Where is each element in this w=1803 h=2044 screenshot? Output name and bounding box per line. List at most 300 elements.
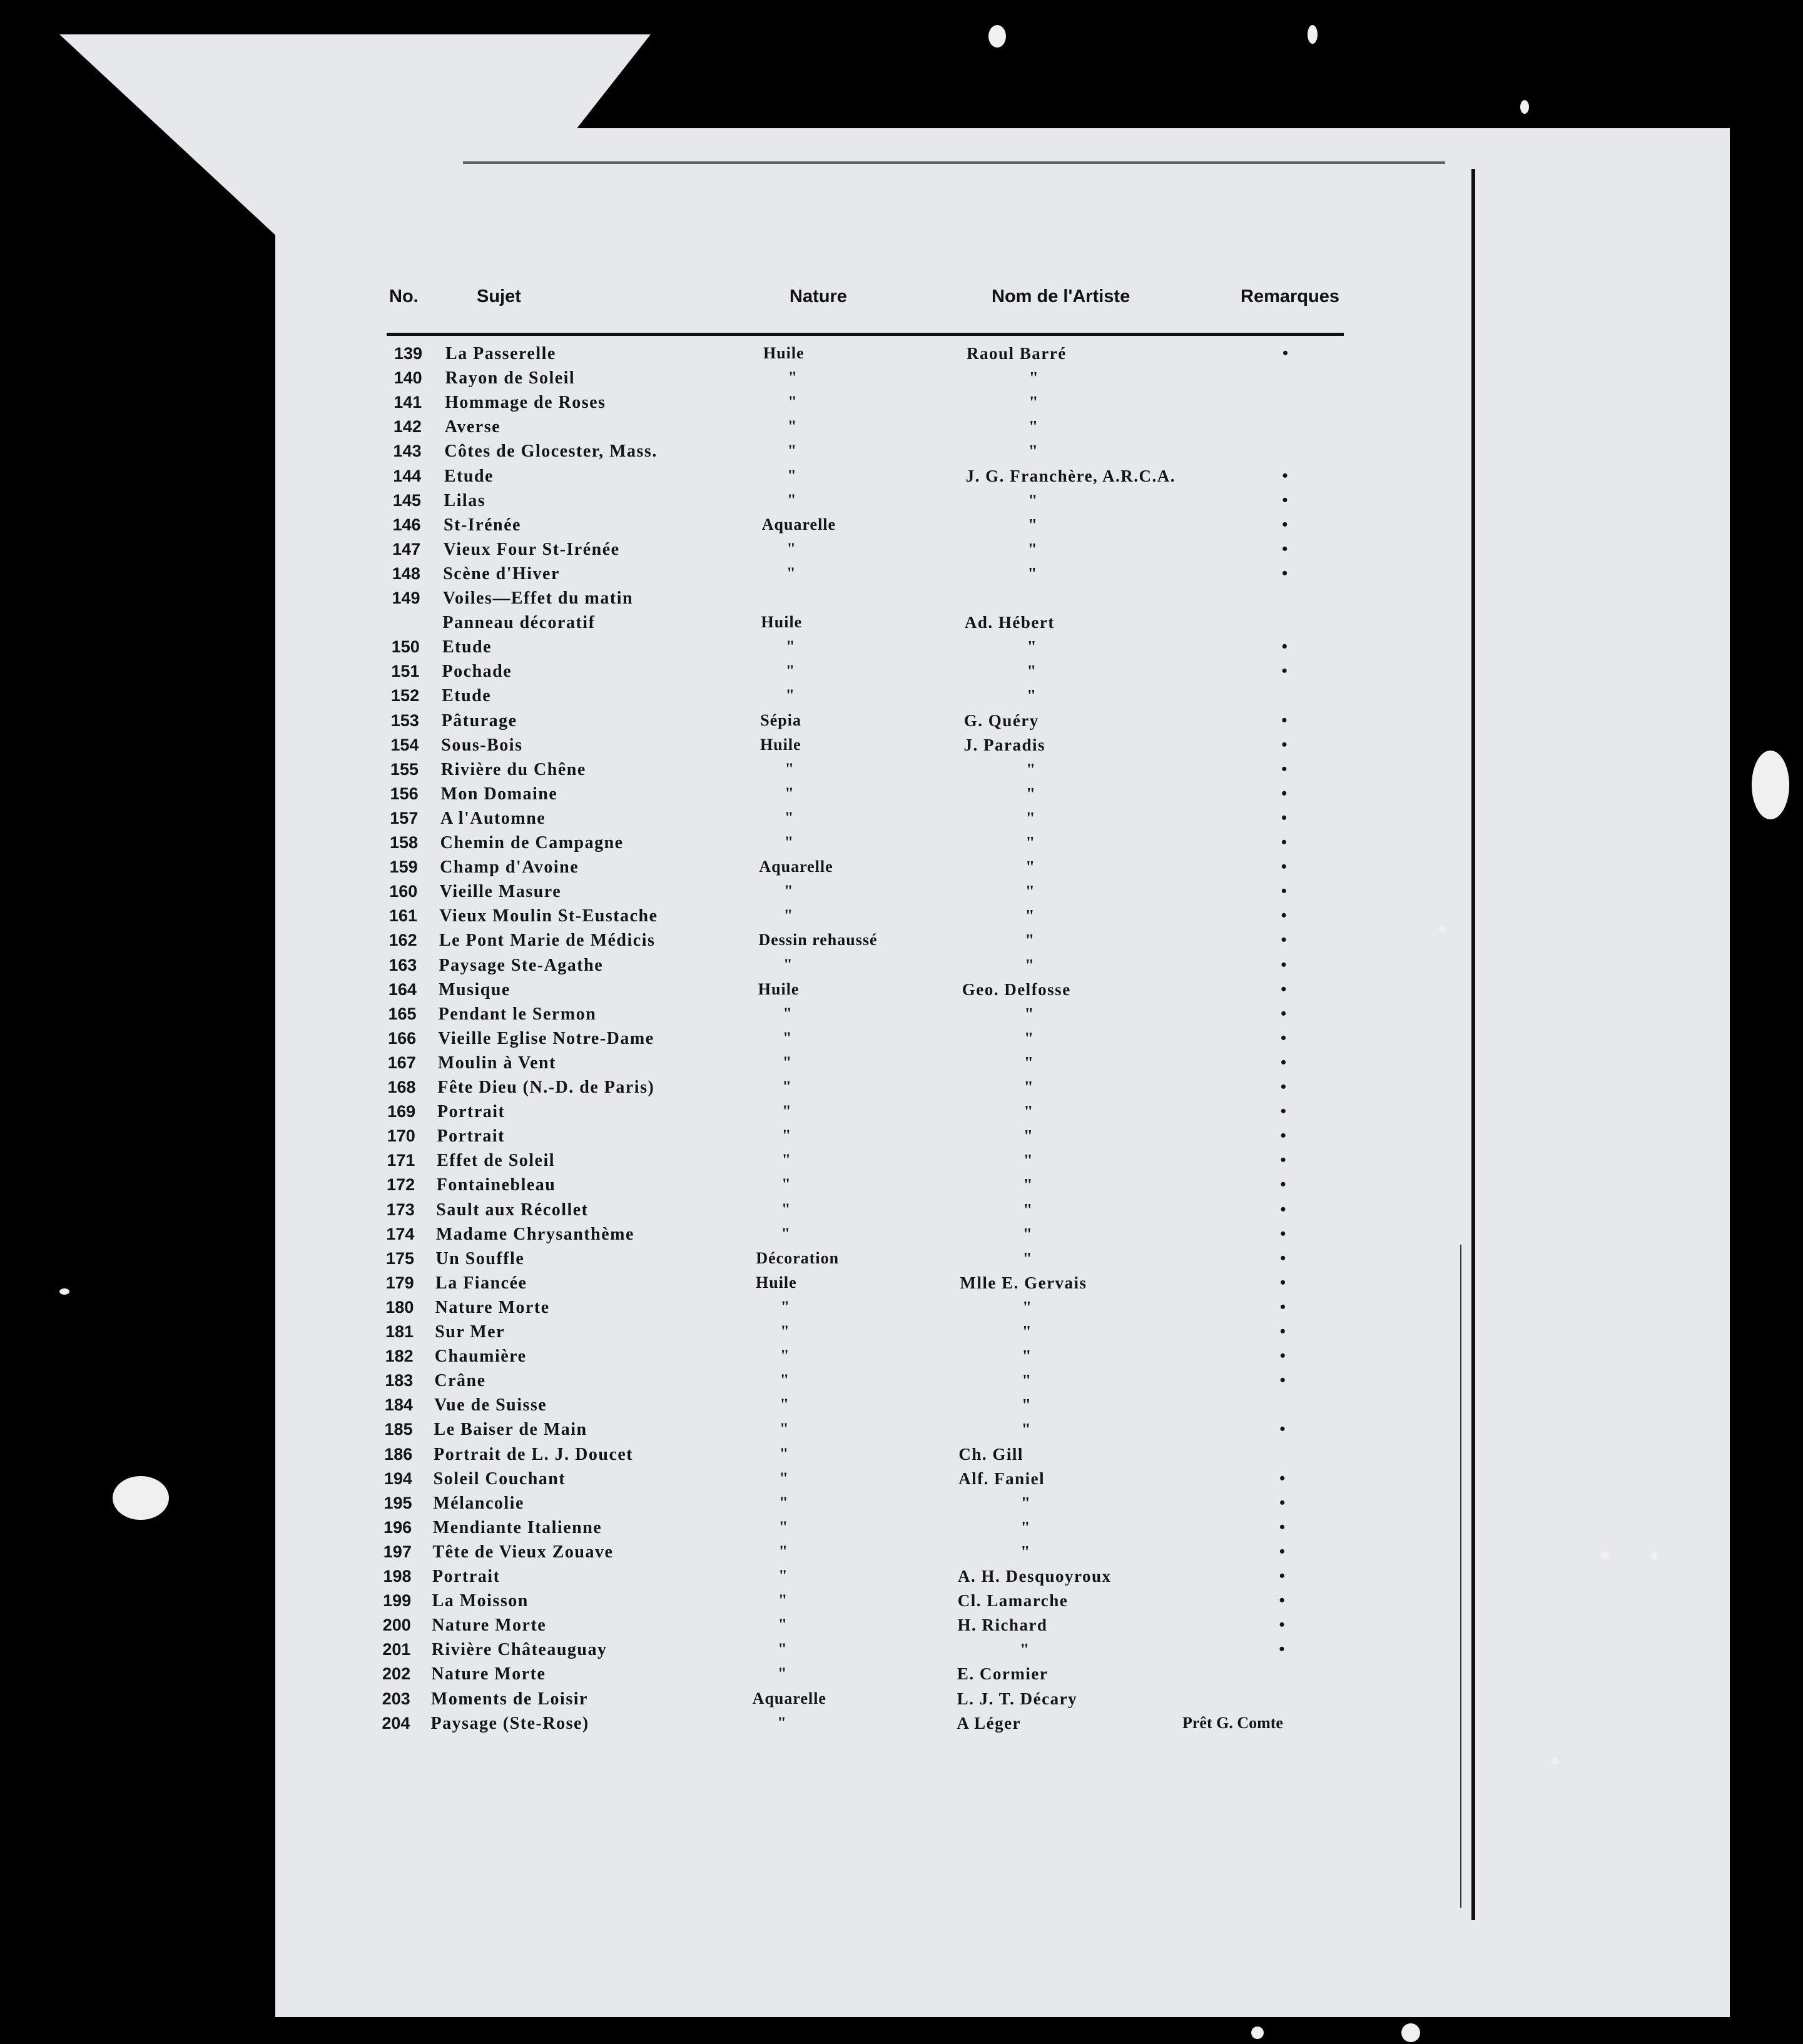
row-nature: "	[777, 1664, 788, 1683]
row-remarque: •	[1280, 1151, 1286, 1170]
table-row	[0, 1469, 1803, 1492]
header-no: No.	[389, 286, 419, 306]
table-row	[0, 1542, 1803, 1565]
scan-speck	[1251, 2026, 1264, 2039]
row-artiste: "	[1028, 368, 1040, 388]
table-row	[0, 1298, 1803, 1320]
row-number: 186	[384, 1444, 413, 1464]
row-sujet: Etude	[444, 466, 494, 486]
row-remarque: •	[1281, 759, 1287, 778]
row-nature: "	[779, 1469, 789, 1487]
row-sujet: Nature Morte	[432, 1616, 547, 1636]
row-nature: "	[783, 1004, 793, 1023]
table-row	[0, 1420, 1803, 1442]
row-sujet: St-Irénée	[444, 515, 521, 535]
row-number: 195	[383, 1493, 412, 1512]
row-artiste: "	[1026, 759, 1037, 779]
row-nature: "	[780, 1347, 790, 1365]
row-number: 141	[394, 393, 422, 412]
row-artiste: "	[1028, 442, 1039, 461]
row-sujet: Soleil Couchant	[433, 1469, 566, 1489]
row-artiste: "	[1022, 1248, 1034, 1268]
row-number: 154	[390, 735, 419, 754]
row-remarque: •	[1279, 1322, 1286, 1340]
row-sujet: Portrait	[437, 1126, 505, 1146]
row-remarque: •	[1281, 931, 1287, 949]
row-remarque: •	[1281, 711, 1287, 729]
row-number: 160	[389, 882, 418, 901]
row-number: 181	[385, 1322, 414, 1341]
row-remarque: •	[1280, 1053, 1287, 1071]
row-sujet: Moulin à Vent	[437, 1053, 556, 1073]
row-sujet: Chaumière	[434, 1347, 527, 1367]
row-number: 164	[388, 979, 417, 999]
row-artiste: "	[1023, 1126, 1034, 1146]
row-artiste: "	[1025, 784, 1037, 803]
row-artiste: "	[1022, 1297, 1033, 1317]
row-number: 180	[385, 1297, 414, 1317]
row-sujet: Portrait	[437, 1102, 505, 1122]
row-number: 204	[382, 1713, 410, 1733]
row-nature: "	[780, 1420, 790, 1439]
row-number: 140	[394, 368, 422, 388]
row-sujet: Etude	[442, 686, 492, 706]
row-number: 167	[387, 1053, 416, 1072]
table-row	[0, 1591, 1803, 1614]
table-row	[0, 368, 1803, 391]
row-remarque: •	[1279, 1616, 1285, 1634]
row-remarque: •	[1280, 1224, 1286, 1243]
table-row	[0, 1395, 1803, 1418]
row-nature: Huile	[758, 979, 800, 998]
scan-speck	[1752, 751, 1789, 819]
row-sujet: Paysage Ste-Agathe	[439, 955, 604, 975]
scan-speck	[1652, 1551, 1658, 1560]
row-sujet: Sous-Bois	[441, 735, 523, 755]
row-nature: "	[780, 1322, 790, 1340]
row-sujet: Musique	[439, 979, 510, 999]
row-remarque: Prêt G. Comte	[1182, 1713, 1283, 1732]
table-row	[0, 613, 1803, 635]
row-nature: "	[784, 833, 795, 851]
table-row	[0, 1616, 1803, 1638]
row-remarque: •	[1281, 979, 1287, 998]
row-sujet: Nature Morte	[431, 1664, 546, 1684]
row-remarque: •	[1280, 1078, 1286, 1096]
table-row	[0, 1053, 1803, 1076]
row-number: 155	[390, 759, 419, 779]
row-remarque: •	[1282, 344, 1289, 362]
header-nature: Nature	[790, 286, 847, 306]
row-number: 198	[383, 1567, 412, 1586]
row-nature: "	[788, 368, 798, 387]
row-artiste: J. G. Franchère, A.R.C.A.	[965, 466, 1176, 485]
row-nature: "	[783, 955, 793, 974]
row-sujet: Chemin de Campagne	[440, 833, 624, 853]
row-sujet: La Moisson	[432, 1591, 529, 1611]
row-nature: "	[783, 906, 794, 925]
row-number: 162	[389, 931, 417, 950]
row-nature: "	[782, 1053, 793, 1071]
row-nature: "	[783, 1028, 793, 1047]
row-artiste: "	[1025, 882, 1036, 901]
row-artiste: Cl. Lamarche	[957, 1591, 1069, 1611]
table-row	[0, 1151, 1803, 1173]
header-sujet: Sujet	[477, 286, 521, 306]
row-number: 166	[388, 1028, 417, 1048]
table-row	[0, 1175, 1803, 1198]
row-number: 202	[382, 1664, 411, 1684]
row-artiste: "	[1028, 393, 1039, 412]
row-sujet: Vieille Masure	[439, 882, 562, 902]
row-nature: "	[781, 1126, 792, 1145]
row-remarque: •	[1281, 808, 1287, 827]
row-number: 151	[391, 662, 420, 681]
row-artiste: A Léger	[957, 1713, 1022, 1733]
row-remarque: •	[1280, 1126, 1286, 1145]
row-sujet: Pâturage	[441, 711, 517, 731]
row-sujet: Nature Morte	[435, 1297, 550, 1317]
table-row	[0, 956, 1803, 978]
header-remarques: Remarques	[1241, 286, 1339, 306]
row-nature: "	[784, 882, 794, 901]
row-artiste: "	[1027, 564, 1038, 583]
row-number: 158	[389, 833, 418, 852]
row-number: 185	[384, 1420, 413, 1439]
row-nature: Aquarelle	[752, 1689, 826, 1708]
row-sujet: Un Souffle	[435, 1248, 525, 1268]
row-remarque: •	[1281, 637, 1287, 656]
row-nature: "	[781, 1151, 792, 1170]
row-artiste: "	[1025, 833, 1036, 852]
row-nature: "	[780, 1371, 790, 1390]
row-remarque: •	[1281, 955, 1287, 974]
row-sujet: Sault aux Récollet	[436, 1200, 589, 1220]
row-remarque: •	[1281, 906, 1287, 925]
row-nature: "	[785, 808, 795, 827]
row-sujet: Averse	[444, 417, 501, 437]
row-sujet: Effet de Soleil	[437, 1151, 556, 1171]
row-nature: Huile	[763, 344, 805, 362]
row-remarque: •	[1281, 882, 1287, 901]
row-artiste: "	[1020, 1640, 1030, 1659]
row-nature: "	[785, 662, 796, 680]
table-row	[0, 515, 1803, 538]
row-sujet: Fête Dieu (N.-D. de Paris)	[437, 1078, 655, 1097]
row-sujet: Rivière du Chêne	[440, 759, 586, 779]
row-nature: "	[786, 637, 796, 656]
row-sujet: Etude	[442, 637, 492, 657]
row-sujet: Vieux Four St-Irénée	[443, 539, 620, 559]
row-number: 179	[385, 1273, 414, 1292]
row-nature: Huile	[756, 1273, 797, 1292]
row-number: 145	[392, 490, 421, 510]
row-number: 175	[385, 1248, 415, 1268]
row-sujet: Voiles—Effet du matin	[442, 589, 634, 608]
row-nature: "	[778, 1640, 788, 1659]
row-number: 173	[386, 1200, 415, 1219]
row-remarque: •	[1279, 1517, 1286, 1536]
row-sujet: Hommage de Roses	[445, 393, 606, 413]
row-number: 197	[383, 1542, 412, 1561]
row-artiste: "	[1022, 1347, 1033, 1366]
table-row	[0, 1126, 1803, 1149]
row-remarque: •	[1282, 466, 1288, 485]
row-nature: Aquarelle	[759, 858, 833, 876]
row-nature: Décoration	[756, 1248, 840, 1267]
row-artiste: "	[1027, 686, 1037, 706]
row-artiste: "	[1024, 1028, 1035, 1048]
row-artiste: L. J. T. Décary	[957, 1689, 1078, 1708]
row-nature: "	[787, 442, 798, 460]
row-number: 168	[387, 1078, 416, 1096]
table-row	[0, 1664, 1803, 1687]
row-nature: "	[786, 539, 796, 558]
row-number: 169	[387, 1102, 416, 1121]
row-nature: "	[777, 1713, 787, 1732]
row-number: 150	[391, 637, 420, 657]
row-artiste: "	[1021, 1420, 1032, 1439]
table-row	[0, 662, 1803, 684]
table-row	[0, 1200, 1803, 1223]
header-artiste: Nom de l'Artiste	[992, 286, 1130, 306]
row-number: 149	[392, 589, 420, 607]
row-artiste: "	[1024, 1004, 1035, 1023]
row-number: 139	[394, 344, 422, 363]
row-artiste: "	[1023, 1078, 1035, 1096]
row-number: 163	[389, 955, 417, 974]
row-nature: "	[785, 784, 795, 802]
row-number: 203	[382, 1689, 410, 1708]
table-row	[0, 931, 1803, 953]
row-sujet: Portrait de L. J. Doucet	[434, 1444, 634, 1464]
row-artiste: "	[1028, 515, 1039, 534]
table-row	[0, 344, 1803, 367]
row-nature: Huile	[761, 613, 803, 632]
table-row	[0, 1004, 1803, 1027]
row-remarque: •	[1279, 1469, 1286, 1487]
table-row	[0, 442, 1803, 464]
table-row	[0, 637, 1803, 660]
row-remarque: •	[1280, 1102, 1286, 1121]
table-row	[0, 784, 1803, 807]
table-row	[0, 1567, 1803, 1589]
table-row	[0, 1689, 1803, 1712]
row-nature: "	[782, 1102, 792, 1121]
row-artiste: "	[1028, 490, 1039, 510]
scan-speck	[988, 25, 1006, 48]
row-sujet: La Passerelle	[445, 344, 556, 363]
row-artiste: "	[1022, 1371, 1032, 1390]
table-row	[0, 833, 1803, 856]
row-sujet: Scène d'Hiver	[443, 564, 560, 584]
row-remarque: •	[1282, 515, 1288, 534]
row-nature: Aquarelle	[761, 515, 836, 534]
row-remarque: •	[1279, 1297, 1286, 1316]
scan-speck	[59, 1288, 69, 1295]
row-remarque: •	[1279, 1371, 1286, 1390]
table-row	[0, 882, 1803, 904]
row-number: 199	[383, 1591, 412, 1611]
table-row	[0, 1029, 1803, 1051]
table-row	[0, 540, 1803, 562]
row-sujet: Fontainebleau	[436, 1175, 556, 1195]
row-nature: "	[782, 1078, 792, 1096]
table-row	[0, 1249, 1803, 1272]
row-remarque: •	[1279, 1493, 1286, 1512]
row-number: 172	[387, 1175, 415, 1195]
row-nature: "	[779, 1493, 789, 1512]
row-nature: "	[778, 1616, 788, 1634]
row-sujet: Paysage (Ste-Rose)	[430, 1713, 589, 1733]
row-artiste: "	[1025, 858, 1036, 877]
table-row	[0, 467, 1803, 489]
row-nature: "	[780, 1297, 791, 1316]
row-number: 152	[391, 686, 420, 706]
row-remarque: •	[1281, 833, 1287, 851]
row-sujet: Le Baiser de Main	[434, 1420, 587, 1440]
scan-speck	[1308, 25, 1318, 44]
row-artiste: "	[1020, 1542, 1031, 1561]
row-artiste: Ad. Hébert	[964, 613, 1055, 632]
row-remarque: •	[1280, 1248, 1286, 1267]
row-number: 182	[385, 1347, 414, 1366]
row-nature: "	[780, 1395, 790, 1414]
table-row	[0, 1445, 1803, 1467]
row-remarque: •	[1279, 1420, 1286, 1439]
row-artiste: "	[1022, 1224, 1034, 1243]
row-nature: "	[778, 1567, 788, 1585]
row-number: 153	[390, 711, 419, 730]
row-remarque: •	[1281, 1028, 1287, 1047]
row-artiste: "	[1025, 931, 1035, 950]
row-number: 194	[383, 1469, 412, 1488]
table-row	[0, 1225, 1803, 1247]
row-artiste: "	[1021, 1395, 1032, 1415]
row-number: 171	[387, 1151, 415, 1170]
table-row	[0, 906, 1803, 929]
table-row	[0, 760, 1803, 782]
row-sujet: Vue de Suisse	[434, 1395, 547, 1415]
row-sujet: Pochade	[442, 662, 512, 682]
row-nature: "	[778, 1591, 788, 1610]
table-row	[0, 736, 1803, 758]
table-row	[0, 711, 1803, 734]
row-sujet: Mon Domaine	[440, 784, 558, 804]
table-row	[0, 1518, 1803, 1541]
row-sujet: Rivière Châteauguay	[431, 1640, 607, 1660]
row-remarque: •	[1279, 1591, 1285, 1610]
row-artiste: "	[1025, 906, 1036, 926]
row-number: 200	[382, 1616, 411, 1635]
table-row	[0, 589, 1803, 611]
row-artiste: "	[1027, 662, 1037, 681]
row-artiste: Geo. Delfosse	[962, 979, 1071, 999]
table-row	[0, 393, 1803, 415]
row-remarque: •	[1280, 1175, 1286, 1194]
row-remarque: •	[1279, 1640, 1285, 1659]
row-artiste: "	[1020, 1493, 1032, 1512]
row-number: 156	[390, 784, 419, 803]
row-number: 142	[393, 417, 422, 437]
row-remarque: •	[1279, 1567, 1285, 1585]
row-artiste: "	[1028, 417, 1039, 437]
row-sujet: Sur Mer	[435, 1322, 505, 1342]
row-sujet: A l'Automne	[440, 808, 546, 828]
table-row	[0, 1078, 1803, 1100]
row-artiste: "	[1023, 1200, 1034, 1219]
row-number: 146	[392, 515, 421, 534]
row-sujet: Tête de Vieux Zouave	[432, 1542, 614, 1562]
row-number: 165	[388, 1004, 417, 1023]
table-row	[0, 1714, 1803, 1736]
table-row	[0, 980, 1803, 1003]
row-remarque: •	[1281, 735, 1287, 754]
row-nature: "	[787, 466, 797, 485]
row-nature: "	[778, 1542, 788, 1561]
table-row	[0, 1322, 1803, 1345]
row-number: 159	[389, 858, 418, 877]
row-artiste: "	[1023, 1053, 1035, 1072]
row-nature: Sépia	[760, 711, 801, 729]
row-remarque: •	[1282, 490, 1288, 509]
row-nature: "	[788, 417, 798, 436]
row-sujet: Mélancolie	[433, 1493, 524, 1513]
row-artiste: Alf. Faniel	[958, 1469, 1045, 1488]
row-remarque: •	[1281, 858, 1287, 876]
row-sujet: Côtes de Glocester, Mass.	[444, 442, 658, 462]
row-nature: "	[778, 1517, 789, 1536]
row-sujet: Moments de Loisir	[430, 1689, 588, 1709]
row-sujet: La Fiancée	[435, 1273, 527, 1293]
table-row	[0, 858, 1803, 880]
table-row	[0, 1347, 1803, 1369]
row-sujet: Panneau décoratif	[442, 613, 596, 633]
row-nature: "	[785, 759, 795, 778]
row-number: 184	[384, 1395, 413, 1415]
scan-speck	[113, 1476, 169, 1520]
row-number: 157	[390, 808, 419, 827]
table-row	[0, 809, 1803, 831]
scan-speck	[1600, 1551, 1609, 1560]
row-number: 174	[386, 1224, 415, 1243]
row-sujet: Pendant le Sermon	[438, 1004, 597, 1024]
row-nature: "	[787, 490, 797, 509]
row-nature: Dessin rehaussé	[758, 931, 878, 949]
row-number: 144	[393, 466, 422, 485]
row-number: 183	[385, 1371, 414, 1390]
row-nature: "	[781, 1224, 791, 1243]
row-artiste: "	[1023, 1102, 1034, 1121]
row-number: 148	[392, 564, 420, 583]
row-artiste: "	[1025, 955, 1035, 974]
scan-speck	[1439, 926, 1446, 933]
table-row	[0, 1273, 1803, 1296]
row-number: 196	[383, 1517, 412, 1537]
row-number: 147	[392, 539, 421, 559]
row-artiste: J. Paradis	[963, 735, 1046, 754]
row-artiste: G. Quéry	[963, 711, 1039, 730]
table-row	[0, 1640, 1803, 1662]
row-sujet: Vieille Eglise Notre-Dame	[438, 1028, 654, 1048]
table-row	[0, 417, 1803, 440]
row-remarque: •	[1281, 1004, 1287, 1023]
row-artiste: Mlle E. Gervais	[960, 1273, 1087, 1292]
row-sujet: Crâne	[434, 1371, 486, 1391]
row-sujet: Rayon de Soleil	[445, 368, 576, 388]
scan-speck	[1401, 2023, 1420, 2042]
row-number: 161	[389, 906, 417, 926]
